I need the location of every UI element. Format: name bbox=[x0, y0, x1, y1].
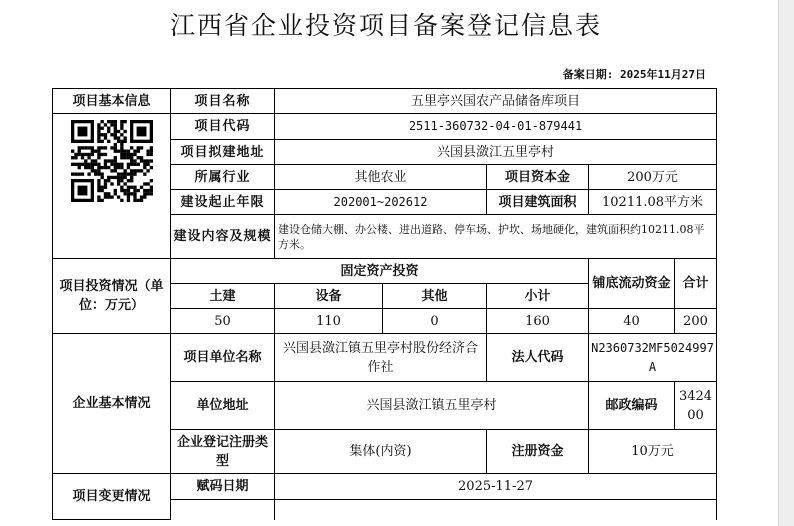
capital-label: 项目资本金 bbox=[487, 165, 589, 190]
project-code-value: 2511-360732-04-01-879441 bbox=[275, 114, 717, 140]
fixed-assets-header: 固定资产投资 bbox=[171, 259, 589, 284]
reg-capital-value: 10万元 bbox=[589, 430, 717, 474]
project-name-label: 项目名称 bbox=[171, 89, 275, 114]
liquidity-header: 铺底流动资金 bbox=[589, 259, 675, 309]
area-label: 项目建筑面积 bbox=[487, 190, 589, 215]
project-address-value: 兴国县潋江五里亭村 bbox=[275, 140, 717, 165]
change-row-value-empty bbox=[275, 500, 717, 520]
unit-name-label: 项目单位名称 bbox=[171, 334, 275, 382]
viewer-gutter bbox=[779, 0, 794, 526]
other-header: 其他 bbox=[383, 284, 487, 309]
qr-code-image bbox=[71, 120, 153, 202]
qr-code-cell bbox=[53, 114, 171, 259]
period-label: 建设起止年限 bbox=[171, 190, 275, 215]
change-row-label-empty bbox=[171, 500, 275, 520]
reg-capital-label: 注册资金 bbox=[487, 430, 589, 474]
unit-address-label: 单位地址 bbox=[171, 382, 275, 430]
code-date-value: 2025-11-27 bbox=[275, 474, 717, 500]
section-change: 项目变更情况 bbox=[53, 474, 171, 520]
unit-name-value: 兴国县潋江镇五里亭村股份经济合作社 bbox=[275, 334, 487, 382]
subtotal-header: 小计 bbox=[487, 284, 589, 309]
postcode-label: 邮政编码 bbox=[589, 382, 675, 430]
reg-type-label: 企业登记注册类型 bbox=[171, 430, 275, 474]
section-project-basic: 项目基本信息 bbox=[53, 89, 171, 114]
capital-value: 200万元 bbox=[589, 165, 717, 190]
total-value: 200 bbox=[675, 309, 717, 334]
project-name-value: 五里亭兴国农产品储备库项目 bbox=[275, 89, 717, 114]
postcode-value: 342400 bbox=[675, 382, 717, 430]
legal-code-label: 法人代码 bbox=[487, 334, 589, 382]
equipment-value: 110 bbox=[275, 309, 383, 334]
project-code-label: 项目代码 bbox=[171, 114, 275, 140]
filing-date: 备案日期: 2025年11月27日 bbox=[562, 68, 706, 81]
code-date-label: 赋码日期 bbox=[171, 474, 275, 500]
content-value: 建设仓储大棚、办公楼、进出道路、停车场、护坎、场地硬化，建筑面积约10211.08平方米。 bbox=[275, 215, 717, 259]
document-title: 江西省企业投资项目备案登记信息表 bbox=[169, 11, 602, 40]
project-address-label: 项目拟建地址 bbox=[171, 140, 275, 165]
reg-type-value: 集体(内资) bbox=[275, 430, 487, 474]
subtotal-value: 160 bbox=[487, 309, 589, 334]
other-value: 0 bbox=[383, 309, 487, 334]
registration-table bbox=[52, 88, 717, 520]
section-enterprise: 企业基本情况 bbox=[53, 334, 171, 474]
legal-code-value: N2360732MF5024997A bbox=[589, 334, 717, 382]
total-header: 合计 bbox=[675, 259, 717, 309]
industry-label: 所属行业 bbox=[171, 165, 275, 190]
period-value: 202001~202612 bbox=[275, 190, 487, 215]
area-value: 10211.08平方米 bbox=[589, 190, 717, 215]
page-edge bbox=[778, 0, 779, 526]
civil-value: 50 bbox=[171, 309, 275, 334]
content-label: 建设内容及规模 bbox=[171, 215, 275, 259]
unit-address-value: 兴国县潋江镇五里亭村 bbox=[275, 382, 589, 430]
section-investment: 项目投资情况（单位：万元） bbox=[53, 259, 171, 334]
civil-header: 土建 bbox=[171, 284, 275, 309]
liquidity-value: 40 bbox=[589, 309, 675, 334]
industry-value: 其他农业 bbox=[275, 165, 487, 190]
equipment-header: 设备 bbox=[275, 284, 383, 309]
